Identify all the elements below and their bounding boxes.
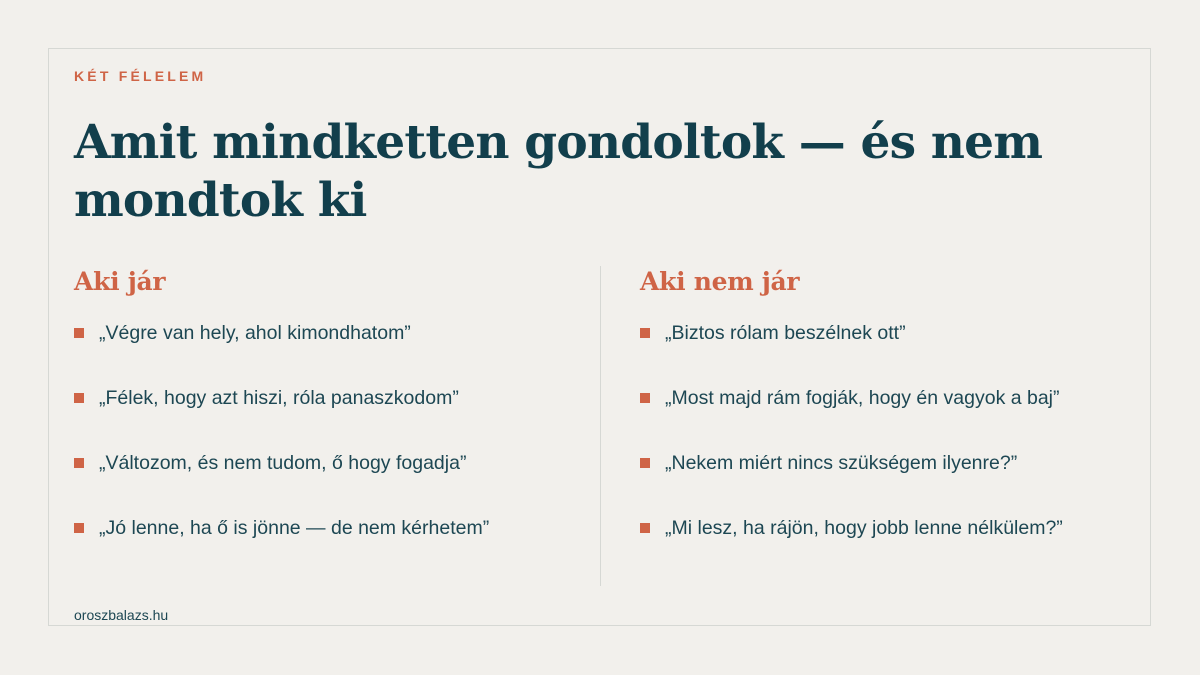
quote-item <box>640 512 1063 577</box>
quote-text: „Biztos rólam beszélnek ott” <box>665 322 906 344</box>
square-bullet-icon <box>74 393 84 403</box>
quote-item <box>74 317 489 382</box>
quote-item <box>74 512 489 577</box>
square-bullet-icon <box>640 393 650 403</box>
eyebrow-label: KÉT FÉLELEM <box>74 68 207 84</box>
square-bullet-icon <box>74 328 84 338</box>
quote-text: „Mi lesz, ha rájön, hogy jobb lenne nélkülem?” <box>665 517 1063 539</box>
quote-text: „Most majd rám fogják, hogy én vagyok a baj” <box>665 387 1060 409</box>
quote-list <box>640 317 1063 577</box>
quote-text: „Nekem miért nincs szükségem ilyenre?” <box>665 452 1018 474</box>
footer-website: oroszbalazs.hu <box>74 607 169 623</box>
slide-title: Amit mindketten gondoltok — és nem mondtok ki <box>74 115 1043 228</box>
quote-item <box>74 447 489 512</box>
quote-text: „Végre van hely, ahol kimondhatom” <box>99 322 411 344</box>
square-bullet-icon <box>74 523 84 533</box>
quote-item <box>74 382 489 447</box>
column-not-attending <box>640 264 1145 539</box>
column-divider <box>600 266 601 586</box>
quote-item <box>640 382 1063 447</box>
quote-list <box>74 317 489 577</box>
quote-text: „Jó lenne, ha ő is jönne — de nem kérhetem” <box>99 517 490 539</box>
column-heading: Aki nem jár <box>640 267 800 296</box>
quote-text: „Változom, és nem tudom, ő hogy fogadja” <box>99 452 467 474</box>
square-bullet-icon <box>640 458 650 468</box>
quote-text: „Félek, hogy azt hiszi, róla panaszkodom” <box>99 387 459 409</box>
square-bullet-icon <box>74 458 84 468</box>
square-bullet-icon <box>640 328 650 338</box>
quote-item <box>640 317 1063 382</box>
quote-item <box>640 447 1063 512</box>
column-attending <box>74 264 579 539</box>
column-heading: Aki jár <box>74 267 166 296</box>
square-bullet-icon <box>640 523 650 533</box>
